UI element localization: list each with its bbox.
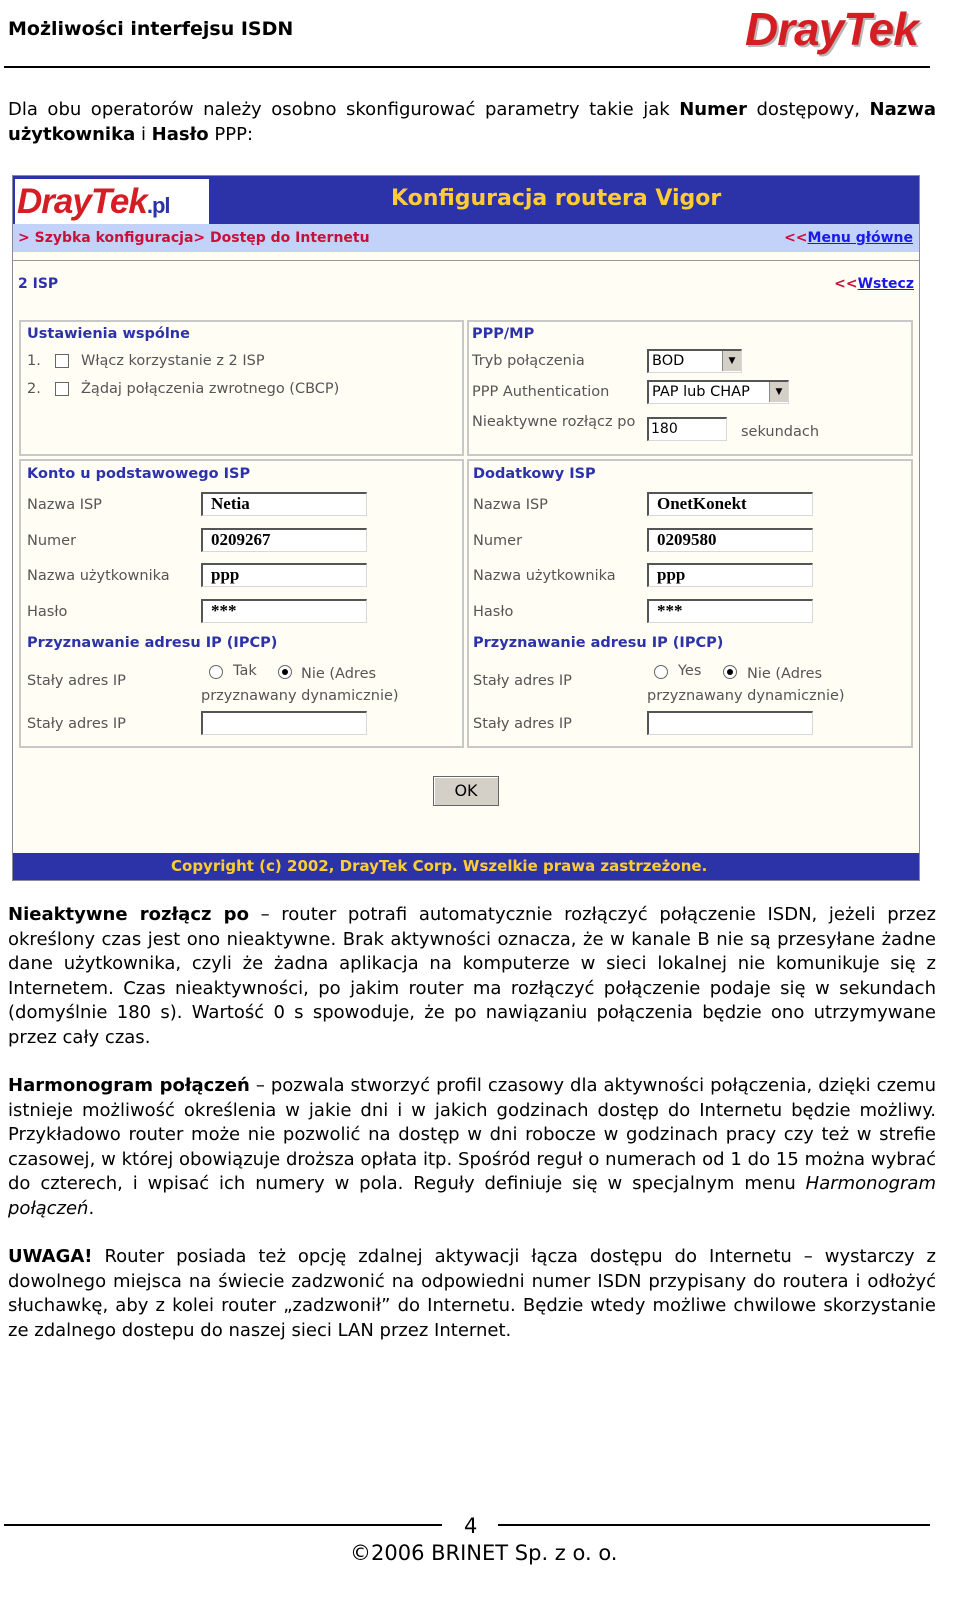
secondary-static-ip-input[interactable] [647,711,813,735]
section-title: 2 ISP [18,276,59,292]
isp-name-label: Nazwa ISP [473,497,548,513]
password-label: Hasło [473,604,514,620]
paragraph-bold-term: Harmonogram połączeń [8,1075,250,1096]
secondary-number-input[interactable]: 0209580 [647,528,813,552]
footer-rule-right [498,1524,930,1526]
isp-name-label: Nazwa ISP [27,497,102,513]
ppp-auth-select[interactable] [647,380,789,404]
footer-copyright: ©2006 BRINET Sp. z o. o. [350,1541,618,1565]
paragraph-idle-timeout [8,903,936,1050]
paragraph-text: – router potrafi automatycznie rozłączyć połączenie ISDN, jeżeli przez określony czas jest ono nieaktywne. Brak aktywności oznacza, że w kanale B nie są przesyłane żadne dane użytkownika, czyli że żadna aplikacja na komputerze w sieci lokalnej nie komunikuje się z Internetem. Czas nieaktywności, po jakim router ma rozłączyć połączenie podaje się w sekundach (domyślnie 180 s). Wartość 0 s spowoduje, że po nawiązaniu połączenia będzie ono utrzymywane przez cały czas. [8,904,937,1048]
paragraph-italic-term: Harmonogram połączeń [8,1173,936,1219]
connection-mode-select[interactable] [647,349,742,373]
idle-timeout-input[interactable]: 180 [647,417,727,441]
divider [13,260,919,261]
primary-ipcp-title: Przyznawanie adresu IP (IPCP) [27,635,278,651]
secondary-isp-title: Dodatkowy ISP [473,466,596,482]
screen-logo-text: DrayTek [17,182,147,221]
intro-text: PPP: [208,123,254,145]
paragraph-warning [8,1245,936,1343]
secondary-username-input[interactable]: ppp [647,563,813,587]
warning-label: UWAGA! [8,1246,93,1267]
page-header-title: Możliwości interfejsu ISDN [8,18,294,40]
paragraph-text: – pozwala stworzyć profil czasowy dla aktywności połączenia, dzięki czemu istnieje możliwość określenia w jakie dni i w jakich godzinach dostęp do Internetu będzie możliwy. Przykładowo router może nie pozwolić na dostęp w dni robocze w godzinach pracy czy też w strefie czasowej, w której obowiązuje droższa opłata itp. Spośród reguł o numerach od 1 do 15 można wybrać do czterech, i wpisać ich numery w pola. Reguły definiuje się w specjalnym menu [8,1075,936,1194]
screen-title: Konfiguracja routera Vigor [391,186,722,211]
enable-2isp-label: Włącz korzystanie z 2 ISP [81,353,265,369]
intro-bold-password: Hasło [151,123,209,145]
connection-mode-value: BOD [652,353,685,369]
ppp-auth-value: PAP lub CHAP [652,384,750,400]
chevron-down-icon[interactable]: ▼ [722,351,741,371]
primary-isp-title: Konto u podstawowego ISP [27,466,251,482]
connection-mode-label: Tryb połączenia [472,353,585,369]
primary-password-input[interactable]: *** [201,599,367,623]
intro-bold-number: Numer [679,99,747,120]
main-menu-link[interactable] [784,230,913,246]
static-ip-no-label: Nie (Adres przyznawany dynamicznie) [647,666,845,704]
screen-logo [15,179,209,224]
main-menu-link-text[interactable]: Menu główne [807,230,913,246]
chevron-down-icon[interactable]: ▼ [769,382,788,402]
option-number: 2. [27,381,41,397]
cbcp-checkbox[interactable] [55,382,69,396]
static-ip-address-label: Stały adres IP [27,716,126,732]
ok-button[interactable]: OK [433,776,499,806]
paragraph-text: Router posiada też opcję zdalnej aktywacji łącza dostępu do Internetu – wystarczy z dowolnego miejsca na świecie zadzwonić na odpowiedni numer ISDN przypisany do routera i odłożyć słuchawkę, aby z kolei router „zadzwonił” do Internetu. Będzie wtedy możliwe chwilowe skorzystanie ze zdalnego dostepu do naszej sieci LAN przez Internet. [8,1246,936,1341]
cbcp-label: Żądaj połączenia zwrotnego (CBCP) [81,381,340,397]
common-settings-title: Ustawienia wspólne [27,326,190,342]
router-config-screenshot [12,175,920,881]
page-number: 4 [464,1514,478,1538]
breadcrumb [13,224,919,252]
header-divider [4,66,930,68]
primary-number-input[interactable]: 0209267 [201,528,367,552]
static-ip-yes-label: Tak [233,663,257,679]
back-link-text[interactable]: Wstecz [857,276,914,292]
ppp-auth-label: PPP Authentication [472,384,610,400]
secondary-isp-name-input[interactable]: OnetKonekt [647,492,813,516]
primary-username-input[interactable]: ppp [201,563,367,587]
static-ip-option-label: Stały adres IP [27,673,126,689]
paragraph-text: . [88,1197,95,1219]
ppp-mp-title: PPP/MP [472,326,535,342]
secondary-ipcp-title: Przyznawanie adresu IP (IPCP) [473,635,724,651]
idle-timeout-label: Nieaktywne rozłącz po [472,414,636,430]
intro-text: dostępowy, [746,99,870,120]
static-ip-yes-label: Yes [678,663,702,679]
option-number: 1. [27,353,41,369]
footer-rule-left [4,1524,442,1526]
breadcrumb-text: > Szybka konfiguracja> Dostęp do Internetu [18,230,370,246]
secondary-password-input[interactable]: *** [647,599,813,623]
static-ip-no-label: Nie (Adres przyznawany dynamicznie) [201,666,399,704]
primary-isp-name-input[interactable]: Netia [201,492,367,516]
password-label: Hasło [27,604,68,620]
primary-static-ip-input[interactable] [201,711,367,735]
screen-logo-suffix: .pl [146,193,170,218]
screen-copyright: Copyright (c) 2002, DrayTek Corp. Wszelkie prawa zastrzeżone. [171,857,708,875]
paragraph-schedule [8,1074,936,1221]
intro-text: Dla obu operatorów należy osobno skonfigurować parametry takie jak [8,99,680,120]
static-ip-address-label: Stały adres IP [473,716,572,732]
paragraph-bold-term: Nieaktywne rozłącz po [8,904,249,925]
number-label: Numer [473,533,523,549]
username-label: Nazwa użytkownika [27,568,170,584]
link-prefix: << [784,230,808,246]
enable-2isp-checkbox[interactable] [55,354,69,368]
static-ip-option-label: Stały adres IP [473,673,572,689]
intro-text: i [135,123,152,145]
back-link[interactable] [834,276,914,292]
intro-bold-username: Nazwa użytkownika [8,99,936,145]
username-label: Nazwa użytkownika [473,568,616,584]
number-label: Numer [27,533,77,549]
draytek-logo: DrayTek [745,3,918,55]
idle-timeout-unit: sekundach [741,424,820,440]
intro-paragraph [8,98,936,147]
link-prefix: << [834,276,858,292]
